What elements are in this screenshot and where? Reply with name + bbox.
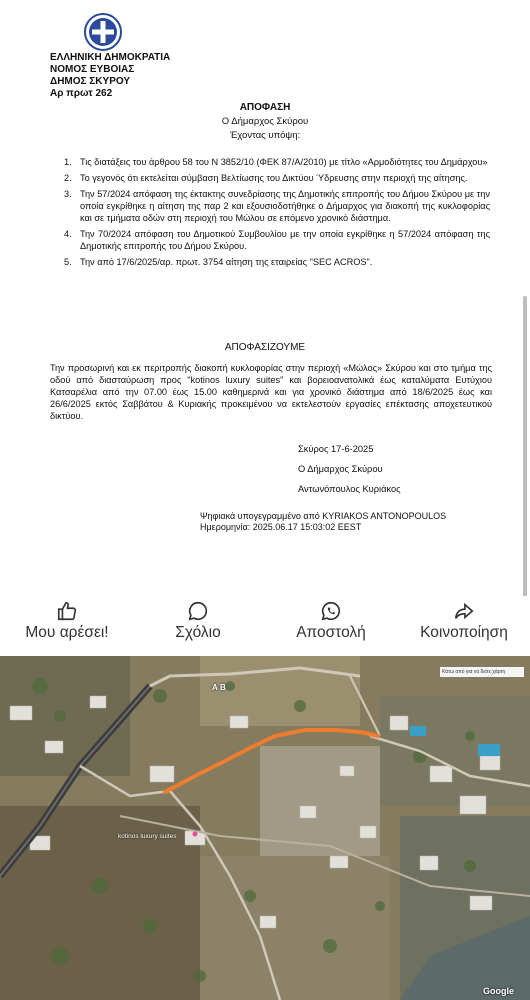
list-item: 1. Τις διατάξεις του άρθρου 58 του Ν 3852/10 (ΦΕΚ 87/Α/2010) με τίτλο «Αρμοδιότητες του Δημάρχου» — [64, 157, 488, 167]
decision-title: ΑΠΟΦΑΣΙΖΟΥΜΕ — [224, 342, 306, 353]
signer-title: Ο Δήμαρχος Σκύρου — [298, 464, 383, 474]
list-item: 2. Το γεγονός ότι εκτελείται σύμβαση Βελτίωσης του Δικτύου Ύδρευσης στην περιοχή της αίτησης. — [64, 173, 468, 183]
signer-name: Αντωνόπουλος Κυριάκος — [298, 484, 401, 494]
thumbs-up-icon — [56, 600, 78, 622]
road-label: Α Β — [212, 683, 226, 692]
list-item: 3. Την 57/2024 απόφαση της έκτακτης συνεδρίασης της Δημοτικής επιτροπής του Δήμου Σκύρου με την οποία εγκρίθηκε η αίτηση της παρ 2 και εξουσιοδοτήθηκε ο Δήμαρχος για διακοπή της κυκλοφορίας και σε τμήματα οδών στη περιοχή του Μώλου σε επόμενο χρονικό διάστημα. — [64, 189, 490, 223]
like-button[interactable] — [12, 600, 122, 642]
send-button[interactable] — [283, 600, 379, 642]
document-title: ΑΠΟΦΑΣΗ — [239, 102, 291, 113]
comment-button[interactable] — [158, 600, 238, 642]
whatsapp-icon — [320, 600, 342, 622]
share-button[interactable] — [404, 600, 524, 642]
comment-label: Σχόλιο — [175, 624, 221, 641]
issuer-header — [50, 52, 170, 100]
considering-subtitle: Έχοντας υπόψη: — [229, 130, 301, 141]
header-line: ΕΛΛΗΝΙΚΗ ΔΗΜΟΚΡΑΤΙΑ — [50, 52, 171, 63]
greek-emblem-icon — [83, 12, 123, 52]
speech-bubble-icon — [187, 600, 209, 622]
share-label: Κοινοποίηση — [420, 624, 508, 641]
place-label: kotinos luxury suites — [118, 833, 177, 840]
header-line: ΝΟΜΟΣ ΕΥΒΟΙΑΣ — [50, 64, 135, 75]
issuer-subtitle: Ο Δήμαρχος Σκύρου — [221, 116, 309, 127]
considerations-list — [50, 156, 490, 272]
satellite-map[interactable] — [0, 656, 530, 1000]
protocol-number: Αρ πρωτ 262 — [50, 88, 113, 99]
like-label: Μου αρέσει! — [25, 624, 109, 641]
map-info-box[interactable]: Κάτω από για να δείτε χάρτη — [440, 667, 524, 677]
decision-text: Την προσωρινή και εκ περιτροπής διακοπή κυκλοφορίας στην περιοχή «Μώλος» Σκύρου και στο τμήμα της οδού από διασταύρωση προς "kotinos luxury suites" και βορειοανατολικά έως καταλύματα Ευτύχιου Κατσαρέλια από την 07.00 έως 15.00 καθημερινά και για χρονικό διάστημα από 18/6/2025 έως και 26/6/2025 εκτός Σαββάτου & Κυριακής προκειμένου να εκτελεστούν εργασίες επέκτασης αποχετευτικού δικτύου. — [50, 363, 492, 421]
scrollbar[interactable] — [523, 296, 527, 621]
header-line: ΔΗΜΟΣ ΣΚΥΡΟΥ — [50, 76, 131, 87]
place-date: Σκύρος 17-6-2025 — [298, 444, 374, 454]
share-arrow-icon — [453, 600, 475, 622]
list-item: 4. Την 70/2024 απόφαση του Δημοτικού Συμβουλίου με την οποία εγκρίθηκε η 57/2024 απόφαση της Δημοτικής επιτροπής του Δήμου Σκύρου. — [64, 229, 490, 251]
digital-signature: Ψηφιακά υπογεγραμμένο από KYRIAKOS ANTONOPOULOS Ημερομηνία: 2025.06.17 15:03:02 EEST — [200, 511, 447, 532]
map-imagery — [0, 656, 530, 1000]
google-attribution: Google — [483, 986, 514, 996]
list-item: 5. Την από 17/6/2025/αρ. πρωτ. 3754 αίτηση της εταιρείας "SEC ACROS". — [64, 257, 373, 267]
post-actions-bar — [0, 596, 530, 654]
send-label: Αποστολή — [296, 624, 366, 641]
